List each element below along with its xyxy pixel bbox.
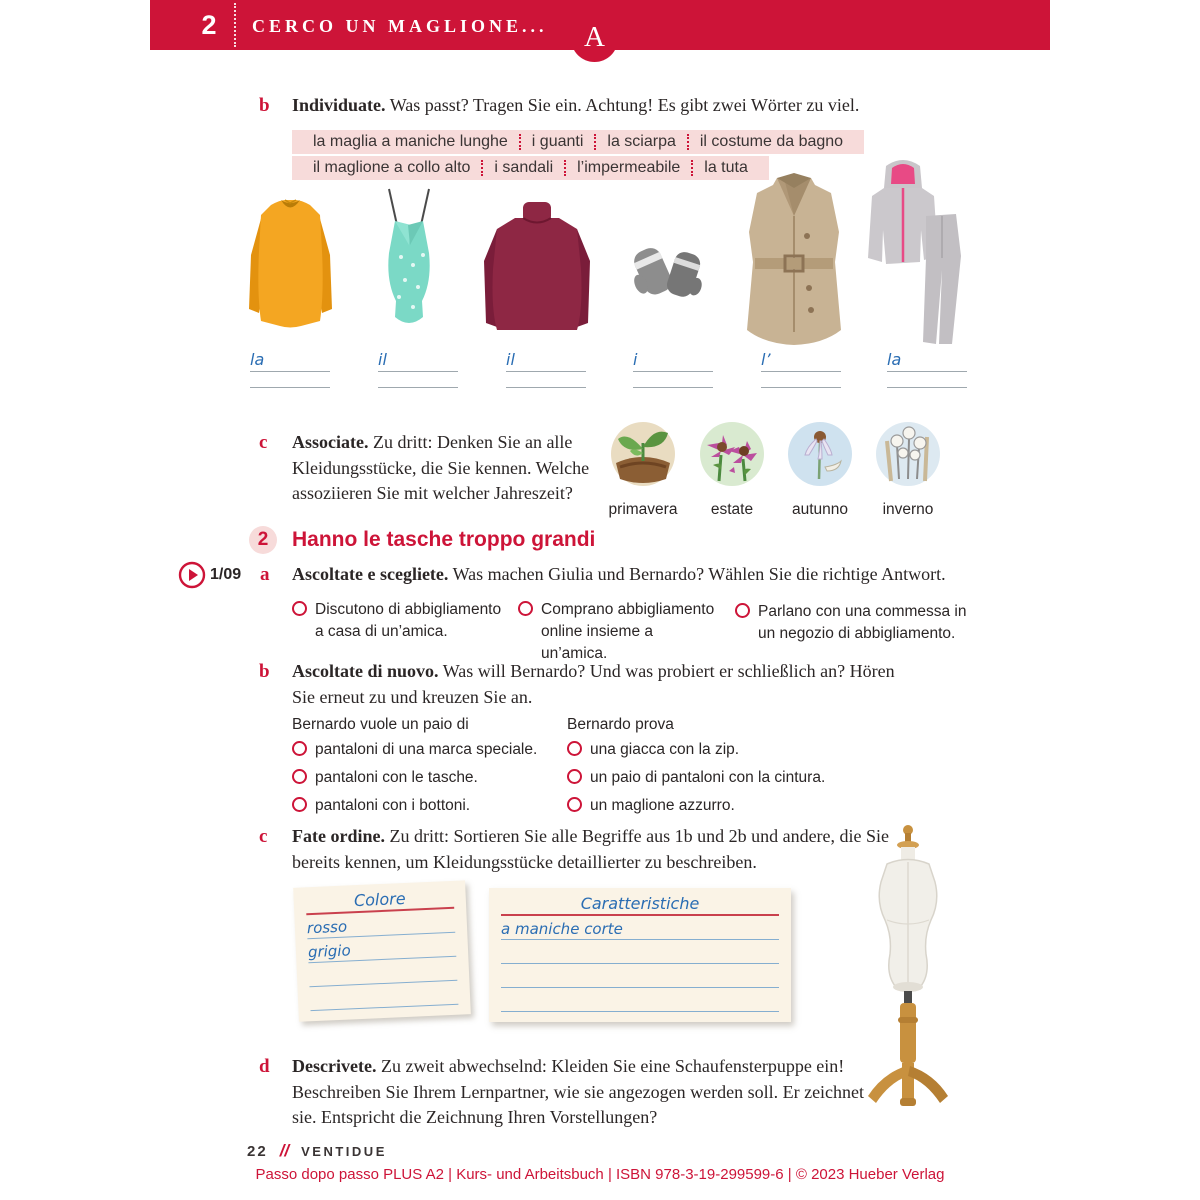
radio-option-text: Discutono di abbigliamento a casa di un’amica. <box>315 601 502 640</box>
word-bank-row-2 <box>292 156 769 180</box>
exercise-letter-2a: a <box>260 564 270 585</box>
page-number: 22 <box>247 1143 268 1160</box>
instruction-1c-rest: Zu dritt: Denken Sie an alle Kleidungsstücke, die Sie kennen. Welche assoziieren Sie mit welcher Jahreszeit? <box>292 432 590 504</box>
check-option-text: pantaloni con i bottoni. <box>315 797 471 814</box>
check-option <box>292 795 557 817</box>
unit-number: 2 <box>201 10 217 40</box>
season-autunno <box>785 421 855 519</box>
card-entry[interactable]: a maniche corte <box>501 916 779 940</box>
answer-blank-2[interactable] <box>378 350 458 388</box>
season-label: autunno <box>791 501 849 518</box>
handwritten-article: il <box>506 350 515 369</box>
instruction-2c-rest: Zu dritt: Sortieren Sie alle Begriffe aus 1b und 2b und andere, die Sie bereits kennen, um Kleidungsstücke detaillierter zu beschreiben. <box>292 826 890 872</box>
tracksuit-image <box>858 158 978 352</box>
word-bank-term: il costume da bagno <box>699 133 844 150</box>
word-bank-term: la tuta <box>704 159 748 176</box>
word-bank-term: i sandali <box>494 159 554 176</box>
turtleneck-sweater-image <box>477 197 597 343</box>
checklist-bernardo-prova <box>567 716 877 823</box>
check-option-text: pantaloni di una marca speciale. <box>315 741 538 758</box>
season-label: inverno <box>882 501 934 518</box>
check-option-text: pantaloni con le tasche. <box>315 769 478 786</box>
card-title: Caratteristiche <box>501 894 779 916</box>
handwritten-article: l’ <box>761 350 771 369</box>
radio-option-text: Parlano con una commessa in un negozio di abbigliamento. <box>758 603 967 642</box>
word-bank-row-1 <box>292 130 864 154</box>
radio-button[interactable] <box>292 741 307 756</box>
instruction-2d <box>292 1054 880 1131</box>
radio-option-1 <box>292 599 510 643</box>
card-title: Colore <box>305 887 454 915</box>
instruction-1c <box>292 430 598 507</box>
autumn-wilted-flower-icon <box>787 421 853 487</box>
exercise-letter-2c: c <box>259 826 268 847</box>
answer-blank-5[interactable] <box>761 350 841 388</box>
instruction-2c <box>292 824 892 875</box>
word-bank-term: l’impermeabile <box>577 159 681 176</box>
radio-button[interactable] <box>292 797 307 812</box>
instruction-1b <box>292 93 942 119</box>
season-primavera <box>608 421 678 519</box>
check-option <box>567 767 877 789</box>
answer-blank-1[interactable] <box>250 350 330 388</box>
instruction-2c-bold: Fate ordine. <box>292 826 385 846</box>
radio-button[interactable] <box>292 601 307 616</box>
audio-play-button[interactable] <box>178 561 206 589</box>
answer-blank-4[interactable] <box>633 350 713 388</box>
season-label: estate <box>710 501 754 518</box>
instruction-2b-bold: Ascoltate di nuovo. <box>292 661 439 681</box>
note-card-caratteristiche <box>489 888 791 1022</box>
answer-blank-3[interactable] <box>506 350 586 388</box>
module-badge: A <box>571 15 618 62</box>
word-bank-term: la sciarpa <box>607 133 676 150</box>
note-card-colore <box>293 880 471 1021</box>
instruction-1b-rest: Was passt? Tragen Sie ein. Achtung! Es gibt zwei Wörter zu viel. <box>385 95 860 115</box>
winter-cotton-branches-icon <box>875 421 941 487</box>
instruction-2a <box>292 562 972 588</box>
word-bank-term: i guanti <box>531 133 584 150</box>
season-label: primavera <box>608 501 678 518</box>
radio-option-3 <box>735 601 967 645</box>
radio-option-2 <box>518 599 723 665</box>
check-option <box>567 795 877 817</box>
exercise-2-number: 2 <box>249 526 277 554</box>
card-empty-line[interactable] <box>501 988 779 1012</box>
answer-blank-6[interactable] <box>887 350 967 388</box>
swimsuit-image <box>363 185 455 343</box>
instruction-2d-rest: Zu zweit abwechselnd: Kleiden Sie eine Schaufensterpuppe ein! Beschreiben Sie Ihrem Lernpartner, wie sie angezogen werden soll. Er zeichnet sie. Entspricht die Zeichnung Ihren Vorstellungen? <box>292 1056 865 1128</box>
handwritten-article: i <box>633 350 638 369</box>
card-entry[interactable]: grigio <box>307 933 456 963</box>
check-option-text: un paio di pantaloni con la cintura. <box>590 769 826 786</box>
instruction-2b <box>292 659 922 710</box>
check-option-text: un maglione azzurro. <box>590 797 735 814</box>
instruction-1b-bold: Individuate. <box>292 95 386 115</box>
word-bank-term: il maglione a collo alto <box>313 159 471 176</box>
spring-sprout-icon <box>610 421 676 487</box>
word-bank-term: la maglia a maniche lunghe <box>313 133 508 150</box>
season-inverno <box>873 421 943 519</box>
radio-button[interactable] <box>567 797 582 812</box>
instruction-2d-bold: Descrivete. <box>292 1056 377 1076</box>
checklist-bernardo-vuole <box>292 716 557 823</box>
handwritten-article: la <box>887 350 902 369</box>
checklist-heading: Bernardo prova <box>567 716 674 733</box>
imprint-line: Passo dopo passo PLUS A2 | Kurs- und Arbeitsbuch | ISBN 978-3-19-299599-6 | © 2023 Hueber Verlag <box>255 1166 945 1183</box>
radio-button[interactable] <box>567 741 582 756</box>
header-divider <box>234 3 236 47</box>
radio-button[interactable] <box>567 769 582 784</box>
exercise-2-title: Hanno le tasche troppo grandi <box>292 528 596 551</box>
radio-button[interactable] <box>292 769 307 784</box>
instruction-1c-bold: Associate. <box>292 432 369 452</box>
season-estate <box>697 421 767 519</box>
check-option <box>292 739 557 761</box>
checklist-heading: Bernardo vuole un paio di <box>292 716 469 733</box>
check-option <box>567 739 877 761</box>
radio-button[interactable] <box>735 603 750 618</box>
footer-slashes: // <box>279 1141 290 1160</box>
exercise-letter-1c: c <box>259 432 268 453</box>
exercise-letter-2b: b <box>259 661 270 682</box>
unit-header-bar <box>150 0 1050 53</box>
radio-button[interactable] <box>518 601 533 616</box>
card-empty-line[interactable] <box>501 964 779 988</box>
gloves-image <box>620 236 715 312</box>
audio-track-label: 1/09 <box>210 566 242 583</box>
instruction-2a-bold: Ascoltate e scegliete. <box>292 564 449 584</box>
exercise-letter-1b: b <box>259 95 270 116</box>
long-sleeve-shirt-image <box>243 193 338 338</box>
instruction-2a-rest: Was machen Giulia und Bernardo? Wählen Sie die richtige Antwort. <box>448 564 946 584</box>
unit-title: CERCO UN MAGLIONE... <box>252 16 548 36</box>
card-empty-line[interactable] <box>310 981 459 1011</box>
handwritten-article: il <box>378 350 387 369</box>
instruction-2b-rest: Was will Bernardo? Und was probiert er schließlich an? Hören Sie erneut zu und kreuzen Sie an. <box>292 661 895 707</box>
card-entry[interactable]: rosso <box>306 909 455 939</box>
trench-coat-image <box>733 170 855 352</box>
handwritten-article: la <box>250 350 265 369</box>
summer-flowers-icon <box>699 421 765 487</box>
check-option <box>292 767 557 789</box>
card-empty-line[interactable] <box>501 940 779 964</box>
check-option-text: una giacca con la zip. <box>590 741 740 758</box>
page-number-word: VENTIDUE <box>301 1144 387 1159</box>
exercise-letter-2d: d <box>259 1056 270 1077</box>
radio-option-text: Comprano abbigliamento online insieme a un’amica. <box>541 601 715 662</box>
page-footer <box>247 1141 387 1161</box>
